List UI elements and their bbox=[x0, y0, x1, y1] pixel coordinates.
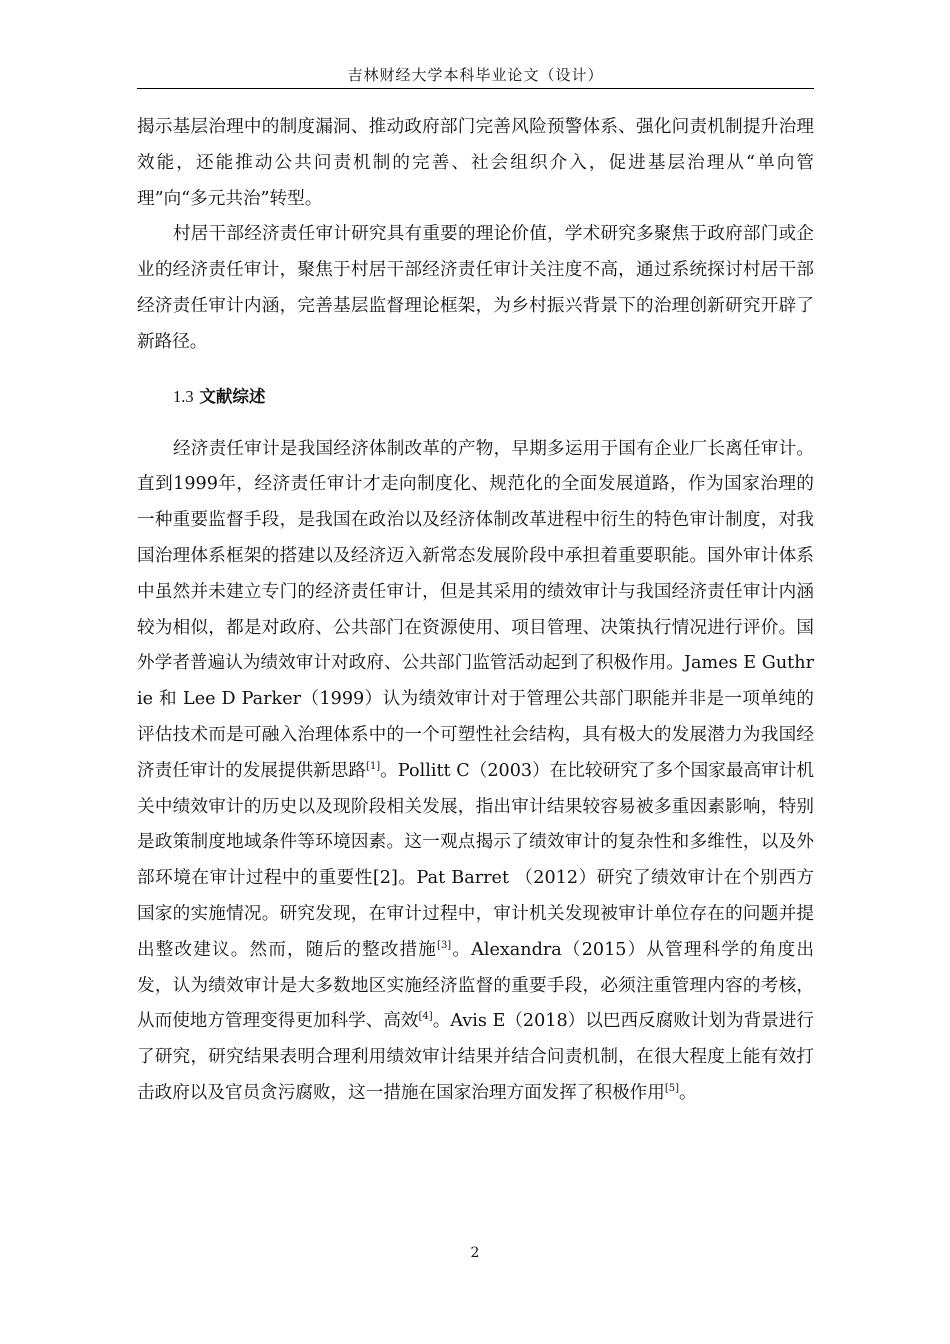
section-number: 1.3 bbox=[173, 386, 194, 406]
paragraph-literature-review bbox=[137, 432, 814, 1112]
section-title: 文献综述 bbox=[199, 386, 266, 406]
header-rule bbox=[137, 88, 814, 89]
paragraph-continued: 揭示基层治理中的制度漏洞、推动政府部门完善风险预警体系、强化问责机制提升治理效能，还能推动公共问责机制的完善、社会组织介入，促进基层治理从“单向管理”向“多元共治”转型。 bbox=[137, 117, 814, 209]
review-text-2: 。Pollitt C（2003）在比较研究了多个国家最高审计机关中绩效审计的历史以及现阶段相关发展，指出审计结果较容易被多重因素影响，特别是政策制度地域条件等环境因素。这一观点揭示了绩效审计的复杂性和多维性，以及外部环境在审计过程中的重要性[2]。Pat Barret （2012）研究了绩效审计在个别西方国家的实施情况。研究发现，在审计过程中，审计机关发现被审计单位存在的问题并提出整改建议。然而，随后的整改措施 bbox=[137, 760, 814, 960]
running-header: 吉林财经大学本科毕业论文（设计） bbox=[347, 66, 604, 84]
page-body bbox=[137, 110, 814, 1112]
review-text-4: 。Avis E（2018）以巴西反腐败计划为背景进行了研究，研究结果表明合理利用绩效审计结果并结合问责机制，在很大程度上能有效打击政府以及官员贪污腐败，这一措施在国家治理方面发挥了积极作用 bbox=[137, 1011, 814, 1103]
review-text-3: 。Alexandra（2015）从管理科学的角度出发，认为绩效审计是大多数地区实施经济监督的重要手段，必须注重管理内容的考核，从而使地方管理变得更加科学、高效 bbox=[137, 939, 814, 1032]
review-text-5: 。 bbox=[679, 1082, 697, 1103]
paragraph-theory-value: 村居干部经济责任审计研究具有重要的理论价值，学术研究多聚焦于政府部门或企业的经济责任审计，聚焦于村居干部经济责任审计关注度不高，通过系统探讨村居干部经济责任审计内涵，完善基层监督理论框架，为乡村振兴背景下的治理创新研究开辟了新路径。 bbox=[137, 224, 814, 352]
section-heading bbox=[137, 361, 814, 432]
citation-3[interactable]: [3] bbox=[437, 939, 452, 951]
page-number: 2 bbox=[470, 1245, 480, 1261]
citation-5[interactable]: [5] bbox=[664, 1082, 679, 1094]
citation-1[interactable]: [1] bbox=[366, 760, 381, 772]
review-text-1: 经济责任审计是我国经济体制改革的产物，早期多运用于国有企业厂长离任审计。直到1999年，经济责任审计才走向制度化、规范化的全面发展道路，作为国家治理的一种重要监督手段，是我国在政治以及经济体制改革进程中衍生的特色审计制度，对我国治理体系框架的搭建以及经济迈入新常态发展阶段中承担着重要职能。国外审计体系中虽然并未建立专门的经济责任审计，但是其采用的绩效审计与我国经济责任审计内涵较为相似，都是对政府、公共部门在资源使用、项目管理、决策执行情况进行评价。国外学者普遍认为绩效审计对政府、公共部门监管活动起到了积极作用。James E Guthrie 和 Lee D Parker（1999）认为绩效审计对于管理公共部门职能并非是一项单纯的评估技术而是可融入治理体系中的一个可塑性社会结构，具有极大的发展潜力为我国经济责任审计的发展提供新思路 bbox=[137, 438, 814, 781]
citation-4[interactable]: [4] bbox=[418, 1011, 433, 1023]
